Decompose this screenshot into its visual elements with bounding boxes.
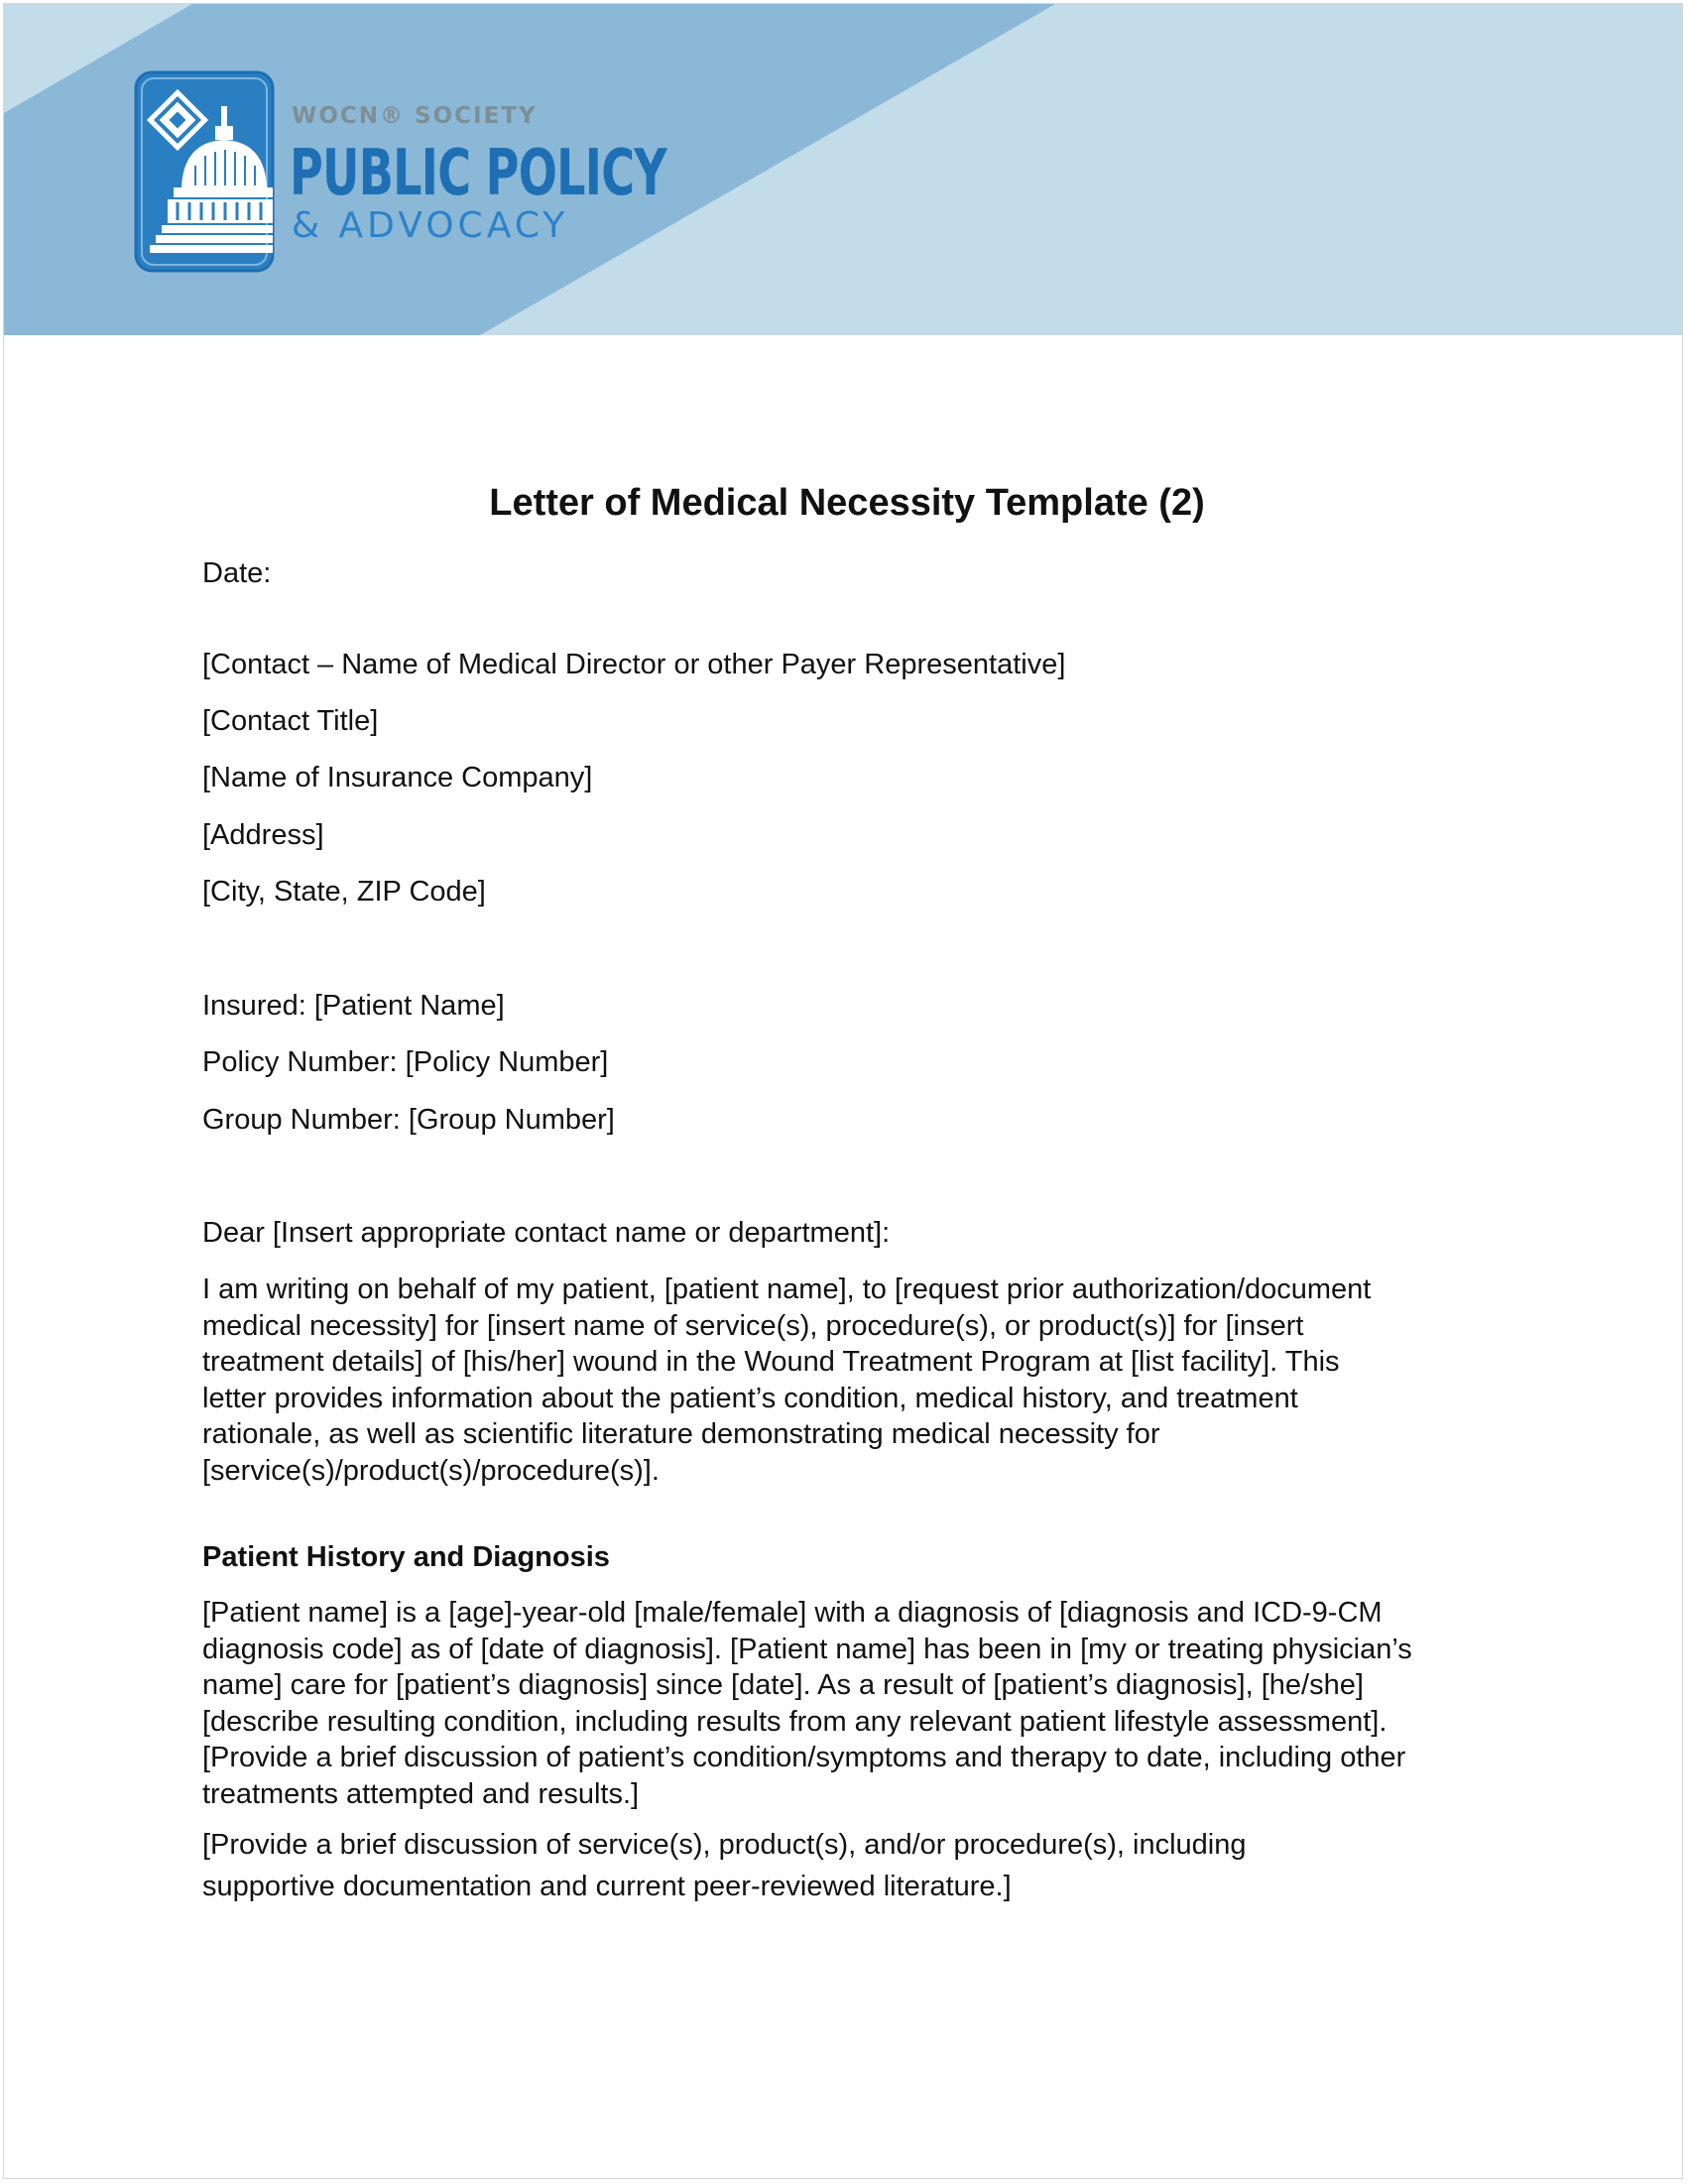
intro-paragraph bbox=[202, 1272, 1371, 1489]
paragraph-line: I am writing on behalf of my patient, [patient name], to [request prior authorization/document bbox=[202, 1274, 1372, 1305]
discussion-paragraph bbox=[202, 1824, 1247, 1907]
paragraph-line: [describe resulting condition, including results from any relevant patient lifestyle assessment]. bbox=[202, 1705, 1387, 1738]
paragraph-line: [Provide a brief discussion of patient’s condition/symptoms and therapy to date, including other bbox=[202, 1742, 1406, 1773]
paragraph-line: supportive documentation and current peer-reviewed literature.] bbox=[202, 1871, 1012, 1902]
recipient-line: [Address] bbox=[202, 819, 324, 851]
brand-sub: & ADVOCACY bbox=[292, 205, 569, 246]
paragraph-line: [Provide a brief discussion of service(s), product(s), and/or procedure(s), including bbox=[202, 1829, 1247, 1861]
capitol-dome-icon bbox=[134, 70, 275, 273]
header-banner bbox=[4, 4, 1683, 335]
paragraph-line: rationale, as well as scientific literature demonstrating medical necessity for bbox=[202, 1418, 1160, 1450]
date-label: Date: bbox=[202, 557, 272, 589]
paragraph-line: name] care for [patient’s diagnosis] since [date]. As a result of [patient’s diagnosis], [he/she] bbox=[202, 1669, 1364, 1701]
history-paragraph bbox=[202, 1595, 1412, 1812]
recipient-line: [Name of Insurance Company] bbox=[202, 762, 593, 793]
paragraph-line: treatments attempted and results.] bbox=[202, 1777, 640, 1810]
insured-line: Insured: [Patient Name] bbox=[202, 990, 505, 1022]
document-title: Letter of Medical Necessity Template (2) bbox=[489, 482, 1205, 524]
paragraph-line: [Patient name] is a [age]-year-old [male/female] with a diagnosis of [diagnosis and ICD-9-CM bbox=[202, 1597, 1383, 1629]
salutation: Dear [Insert appropriate contact name or department]: bbox=[202, 1217, 891, 1249]
group-number-line: Group Number: [Group Number] bbox=[202, 1104, 615, 1136]
paragraph-line: [service(s)/product(s)/procedure(s)]. bbox=[202, 1454, 660, 1487]
recipient-line: [City, State, ZIP Code] bbox=[202, 876, 486, 908]
paragraph-line: diagnosis code] as of [date of diagnosis]. [Patient name] has been in [my or treating physician’s bbox=[202, 1633, 1412, 1665]
recipient-line: [Contact Title] bbox=[202, 705, 379, 737]
policy-number-line: Policy Number: [Policy Number] bbox=[202, 1046, 609, 1078]
brand-main: PUBLIC POLICY bbox=[290, 137, 666, 210]
org-name: WOCN® SOCIETY bbox=[292, 103, 538, 129]
page bbox=[3, 3, 1683, 2179]
recipient-line: [Contact – Name of Medical Director or other Payer Representative] bbox=[202, 649, 1066, 680]
paragraph-line: medical necessity] for [insert name of service(s), procedure(s), or product(s)] for [insert bbox=[202, 1309, 1304, 1342]
section-heading: Patient History and Diagnosis bbox=[202, 1541, 610, 1573]
paragraph-line: treatment details] of [his/her] wound in the Wound Treatment Program at [list facility]. This bbox=[202, 1346, 1340, 1378]
paragraph-line: letter provides information about the patient’s condition, medical history, and treatment bbox=[202, 1382, 1298, 1414]
